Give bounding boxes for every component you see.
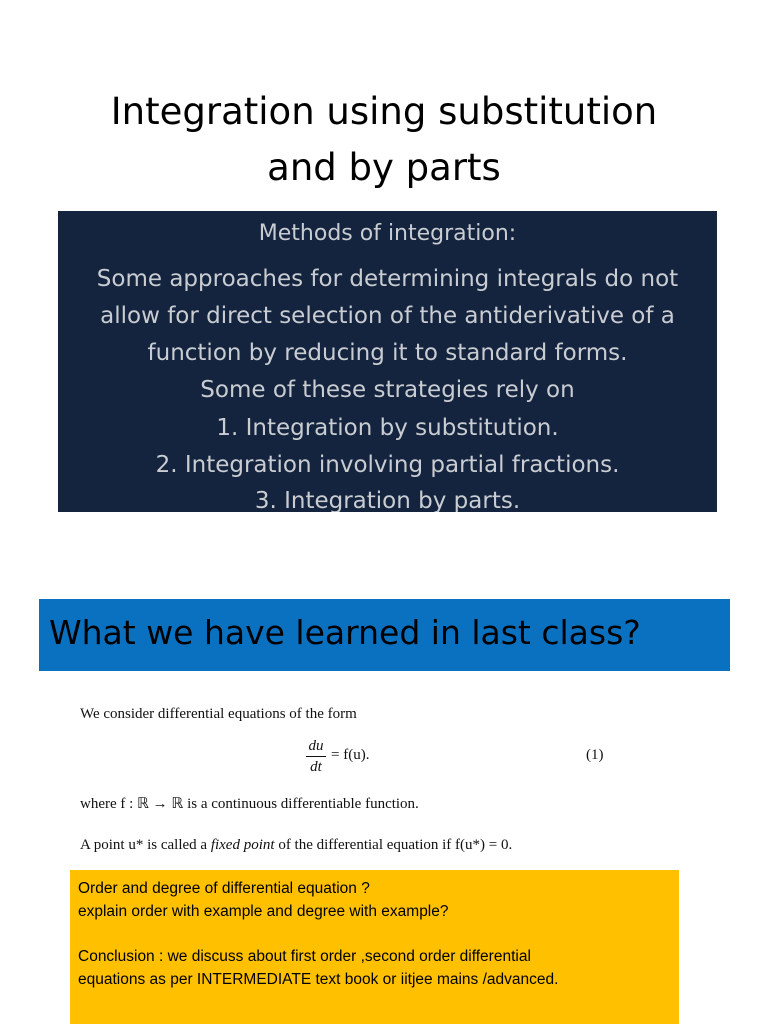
title-line-2: and by parts bbox=[267, 146, 501, 189]
excerpt-intro-line: We consider differential equations of the form bbox=[80, 706, 357, 722]
methods-paragraph-line: Some approaches for determining integrals do not bbox=[96, 266, 679, 292]
differential-equation bbox=[305, 736, 435, 780]
methods-of-integration-box bbox=[58, 211, 717, 512]
banner-text: What we have learned in last class? bbox=[49, 613, 641, 652]
methods-item-substitution: 1. Integration by substitution. bbox=[216, 415, 559, 441]
title-line-1: Integration using substitution bbox=[110, 90, 658, 133]
methods-item-partial-fractions: 2. Integration involving partial fractions. bbox=[155, 452, 620, 478]
note-line: Conclusion : we discuss about first order ,second order differential bbox=[78, 948, 531, 965]
paper-excerpt bbox=[80, 700, 620, 865]
equation-fraction bbox=[305, 736, 327, 777]
discussion-note-box bbox=[70, 870, 679, 1024]
fixed-point-term: fixed point bbox=[210, 837, 275, 853]
equation-number: (1) bbox=[586, 747, 604, 763]
note-line: Order and degree of differential equation ? bbox=[78, 880, 370, 897]
equation-denominator: dt bbox=[310, 759, 322, 775]
note-line: equations as per INTERMEDIATE text book or iitjee mains /advanced. bbox=[78, 971, 559, 988]
methods-paragraph-line: allow for direct selection of the antiderivative of a bbox=[100, 303, 675, 329]
note-line: explain order with example and degree with example? bbox=[78, 903, 449, 920]
excerpt-function-line: where f : ℝ → ℝ is a continuous differentiable function. bbox=[80, 796, 419, 812]
page-title bbox=[0, 84, 768, 196]
methods-paragraph bbox=[58, 261, 717, 409]
methods-paragraph-line: function by reducing it to standard forms. bbox=[147, 340, 628, 366]
excerpt-fixed-point-line bbox=[80, 837, 512, 854]
methods-item-by-parts: 3. Integration by parts. bbox=[254, 488, 521, 512]
fixed-point-pre: A point u* is called a bbox=[80, 837, 211, 853]
methods-paragraph-line: Some of these strategies rely on bbox=[200, 377, 575, 403]
section-banner bbox=[39, 599, 730, 671]
equation-rhs: = f(u). bbox=[331, 747, 370, 763]
methods-heading: Methods of integration: bbox=[258, 221, 517, 246]
fixed-point-post: of the differential equation if f(u*) = 0. bbox=[274, 837, 513, 853]
equation-numerator: du bbox=[308, 738, 324, 754]
